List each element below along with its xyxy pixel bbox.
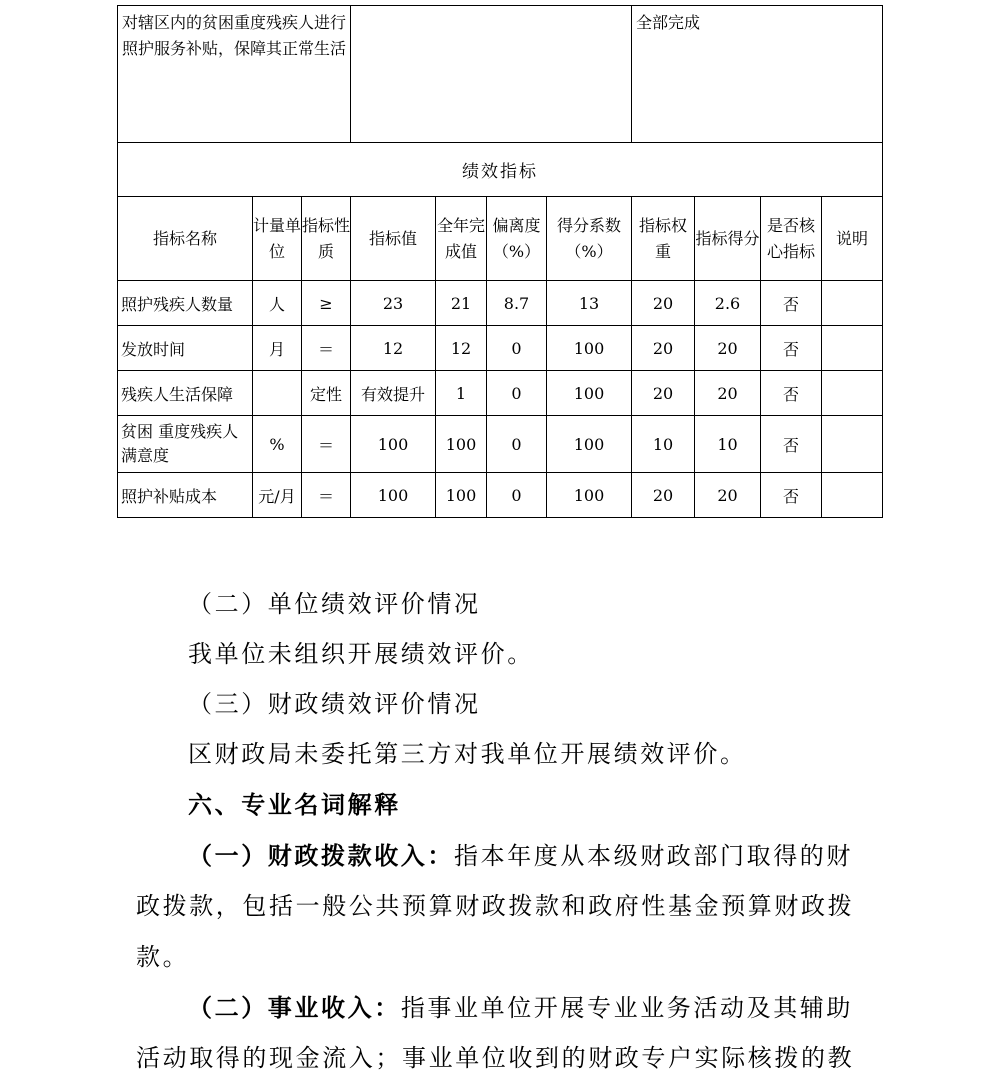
score-coefficient: 100 xyxy=(547,326,632,371)
unit-cell: % xyxy=(253,416,302,473)
header-cell: 指标性质 xyxy=(302,197,351,281)
header-cell: 全年完成值 xyxy=(436,197,487,281)
indicator-name: 照护残疾人数量 xyxy=(118,281,253,326)
unit-cell: 元/月 xyxy=(253,473,302,518)
nature-cell: 定性 xyxy=(302,371,351,416)
deviation-cell: 0 xyxy=(487,473,547,518)
section-heading-terms: 六、专业名词解释 xyxy=(188,790,401,819)
definition-1-line-2: 政拨款，包括一般公共预算财政拨款和政府性基金预算财政拨 xyxy=(136,892,855,920)
header-cell: 计量单位 xyxy=(253,197,302,281)
actual-value: 21 xyxy=(436,281,487,326)
target-value: 有效提升 xyxy=(351,371,436,416)
actual-value: 100 xyxy=(436,416,487,473)
weight-cell: 20 xyxy=(632,326,695,371)
paragraph-unit-evaluation: 我单位未组织开展绩效评价。 xyxy=(188,640,534,668)
nature-cell: ≥ xyxy=(302,281,351,326)
deviation-cell: 0 xyxy=(487,416,547,473)
header-cell: 指标值 xyxy=(351,197,436,281)
score-cell: 10 xyxy=(695,416,761,473)
weight-cell: 20 xyxy=(632,473,695,518)
header-cell: 指标得分 xyxy=(695,197,761,281)
definition-1-line-3: 款。 xyxy=(136,943,190,971)
definition-2-line-1 xyxy=(188,988,853,1023)
indicator-name: 照护补贴成本 xyxy=(118,473,253,518)
nature-cell: ＝ xyxy=(302,473,351,518)
deviation-cell: 0 xyxy=(487,371,547,416)
target-value: 12 xyxy=(351,326,436,371)
heading-unit-evaluation: （二）单位绩效评价情况 xyxy=(188,590,481,618)
score-coefficient: 100 xyxy=(547,473,632,518)
deviation-cell: 0 xyxy=(487,326,547,371)
completion-status: 全部完成 xyxy=(632,6,883,143)
score-cell: 20 xyxy=(695,473,761,518)
core-flag: 否 xyxy=(761,326,822,371)
definition-1-term: （一）财政拨款收入： xyxy=(188,841,454,870)
actual-value: 1 xyxy=(436,371,487,416)
unit-cell: 人 xyxy=(253,281,302,326)
definition-2-text: 指事业单位开展专业业务活动及其辅助 xyxy=(400,994,854,1022)
target-value: 23 xyxy=(351,281,436,326)
weight-cell: 20 xyxy=(632,281,695,326)
definition-2-line-2: 活动取得的现金流入；事业单位收到的财政专户实际核拨的教 xyxy=(136,1044,855,1072)
score-coefficient: 13 xyxy=(547,281,632,326)
score-coefficient: 100 xyxy=(547,416,632,473)
header-cell: 说明 xyxy=(822,197,883,281)
indicator-name: 残疾人生活保障 xyxy=(118,371,253,416)
weight-cell: 10 xyxy=(632,416,695,473)
score-cell: 2.6 xyxy=(695,281,761,326)
paragraph-fiscal-evaluation: 区财政局未委托第三方对我单位开展绩效评价。 xyxy=(188,740,747,768)
target-value: 100 xyxy=(351,473,436,518)
core-flag: 否 xyxy=(761,473,822,518)
core-flag: 否 xyxy=(761,281,822,326)
deviation-cell: 8.7 xyxy=(487,281,547,326)
score-coefficient: 100 xyxy=(547,371,632,416)
score-cell: 20 xyxy=(695,371,761,416)
definition-1-line-1 xyxy=(188,836,853,871)
definition-2-term: （二）事业收入： xyxy=(188,993,401,1022)
weight-cell: 20 xyxy=(632,371,695,416)
unit-cell: 月 xyxy=(253,326,302,371)
indicator-name: 发放时间 xyxy=(118,326,253,371)
core-flag: 否 xyxy=(761,371,822,416)
task-description: 对辖区内的贫困重度残疾人进行照护服务补贴，保障其正常生活 xyxy=(118,6,351,143)
header-cell: 偏离度（%） xyxy=(487,197,547,281)
target-value: 100 xyxy=(351,416,436,473)
indicator-name: 贫困 重度残疾人满意度 xyxy=(118,416,253,473)
document-body xyxy=(136,0,876,1072)
header-cell: 得分系数（%） xyxy=(547,197,632,281)
header-cell: 指标名称 xyxy=(118,197,253,281)
nature-cell: ＝ xyxy=(302,326,351,371)
actual-value: 12 xyxy=(436,326,487,371)
core-flag: 否 xyxy=(761,416,822,473)
score-cell: 20 xyxy=(695,326,761,371)
section-title: 绩效指标 xyxy=(118,143,883,197)
header-cell: 指标权重 xyxy=(632,197,695,281)
definition-1-text: 指本年度从本级财政部门取得的财 xyxy=(454,842,853,870)
nature-cell: ＝ xyxy=(302,416,351,473)
heading-fiscal-evaluation: （三）财政绩效评价情况 xyxy=(188,690,481,718)
actual-value: 100 xyxy=(436,473,487,518)
header-cell: 是否核心指标 xyxy=(761,197,822,281)
